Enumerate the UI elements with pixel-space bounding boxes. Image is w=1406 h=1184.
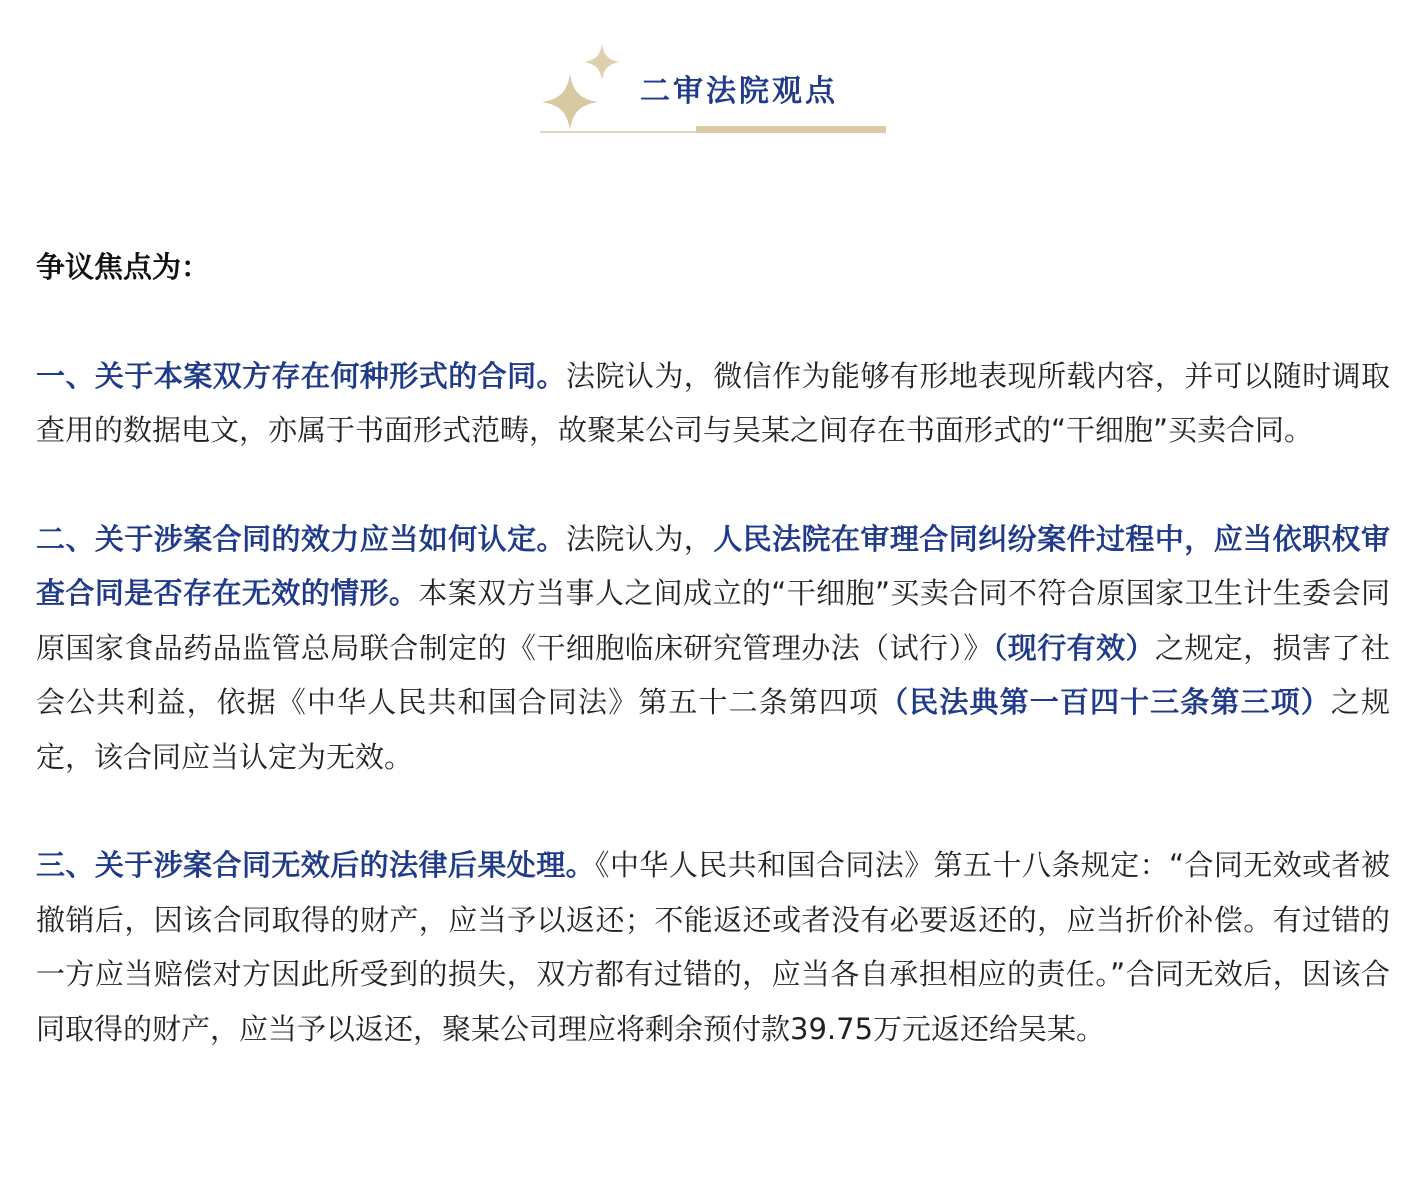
point-two-note-current: （现行有效） — [992, 630, 1155, 665]
point-two-text-b: 本案双方当事人之间成立的“干细胞”买卖合同不符合原国家卫生计生委会同原国家食品药品监管总局联合制定的《干细胞临床研究管理办法（试行）》 — [36, 576, 1390, 665]
point-three-heading: 三、关于涉案合同无效后的法律后果处理。 — [36, 848, 596, 882]
point-three-paragraph — [36, 838, 1390, 1056]
section-title: 二审法院观点 — [640, 74, 838, 109]
point-two-note-civil-code: （民法典第一百四十三条第三项） — [879, 685, 1331, 719]
sparkle-star-icon — [584, 44, 620, 80]
point-two-text-d: 之规定，该合同应当认定为无效。 — [36, 685, 1390, 774]
point-two-heading: 二、关于涉案合同的效力应当如何认定。 — [36, 521, 566, 556]
section-header — [540, 40, 886, 136]
point-two-text-a: 法院认为， — [565, 521, 714, 556]
point-two-emphasis: 人民法院在审理合同纠纷案件过程中，应当依职权审查合同是否存在无效的情形。 — [36, 521, 1390, 610]
point-two-paragraph — [36, 512, 1390, 785]
point-three-text: 《中华人民共和国合同法》第五十八条规定：“合同无效或者被撤销后，因该合同取得的财产，应当予以返还；不能返还或者没有必要返还的，应当折价补偿。有过错的一方应当赔偿对方因此所受到的损失，双方都有过错的，应当各自承担相应的责任。”合同无效后，因该合同取得的财产，应当予以返还，聚某公司理应将剩余预付款39.75万元返还给吴某。 — [36, 848, 1390, 1046]
point-one-paragraph — [36, 349, 1390, 458]
title-underline-accent — [696, 126, 886, 133]
sparkle-star-icon — [542, 74, 598, 130]
point-two-text-c: 之规定，损害了社会公共利益，依据《中华人民共和国合同法》第五十二条第四项 — [36, 630, 1390, 719]
article-body — [36, 240, 1390, 1056]
intro-heading: 争议焦点为： — [36, 250, 211, 284]
point-one-heading: 一、关于本案双方存在何种形式的合同。 — [36, 358, 566, 393]
point-one-text: 法院认为，微信作为能够有形地表现所载内容，并可以随时调取查用的数据电文，亦属于书面形式范畴，故聚某公司与吴某之间存在书面形式的“干细胞”买卖合同。 — [36, 358, 1390, 447]
